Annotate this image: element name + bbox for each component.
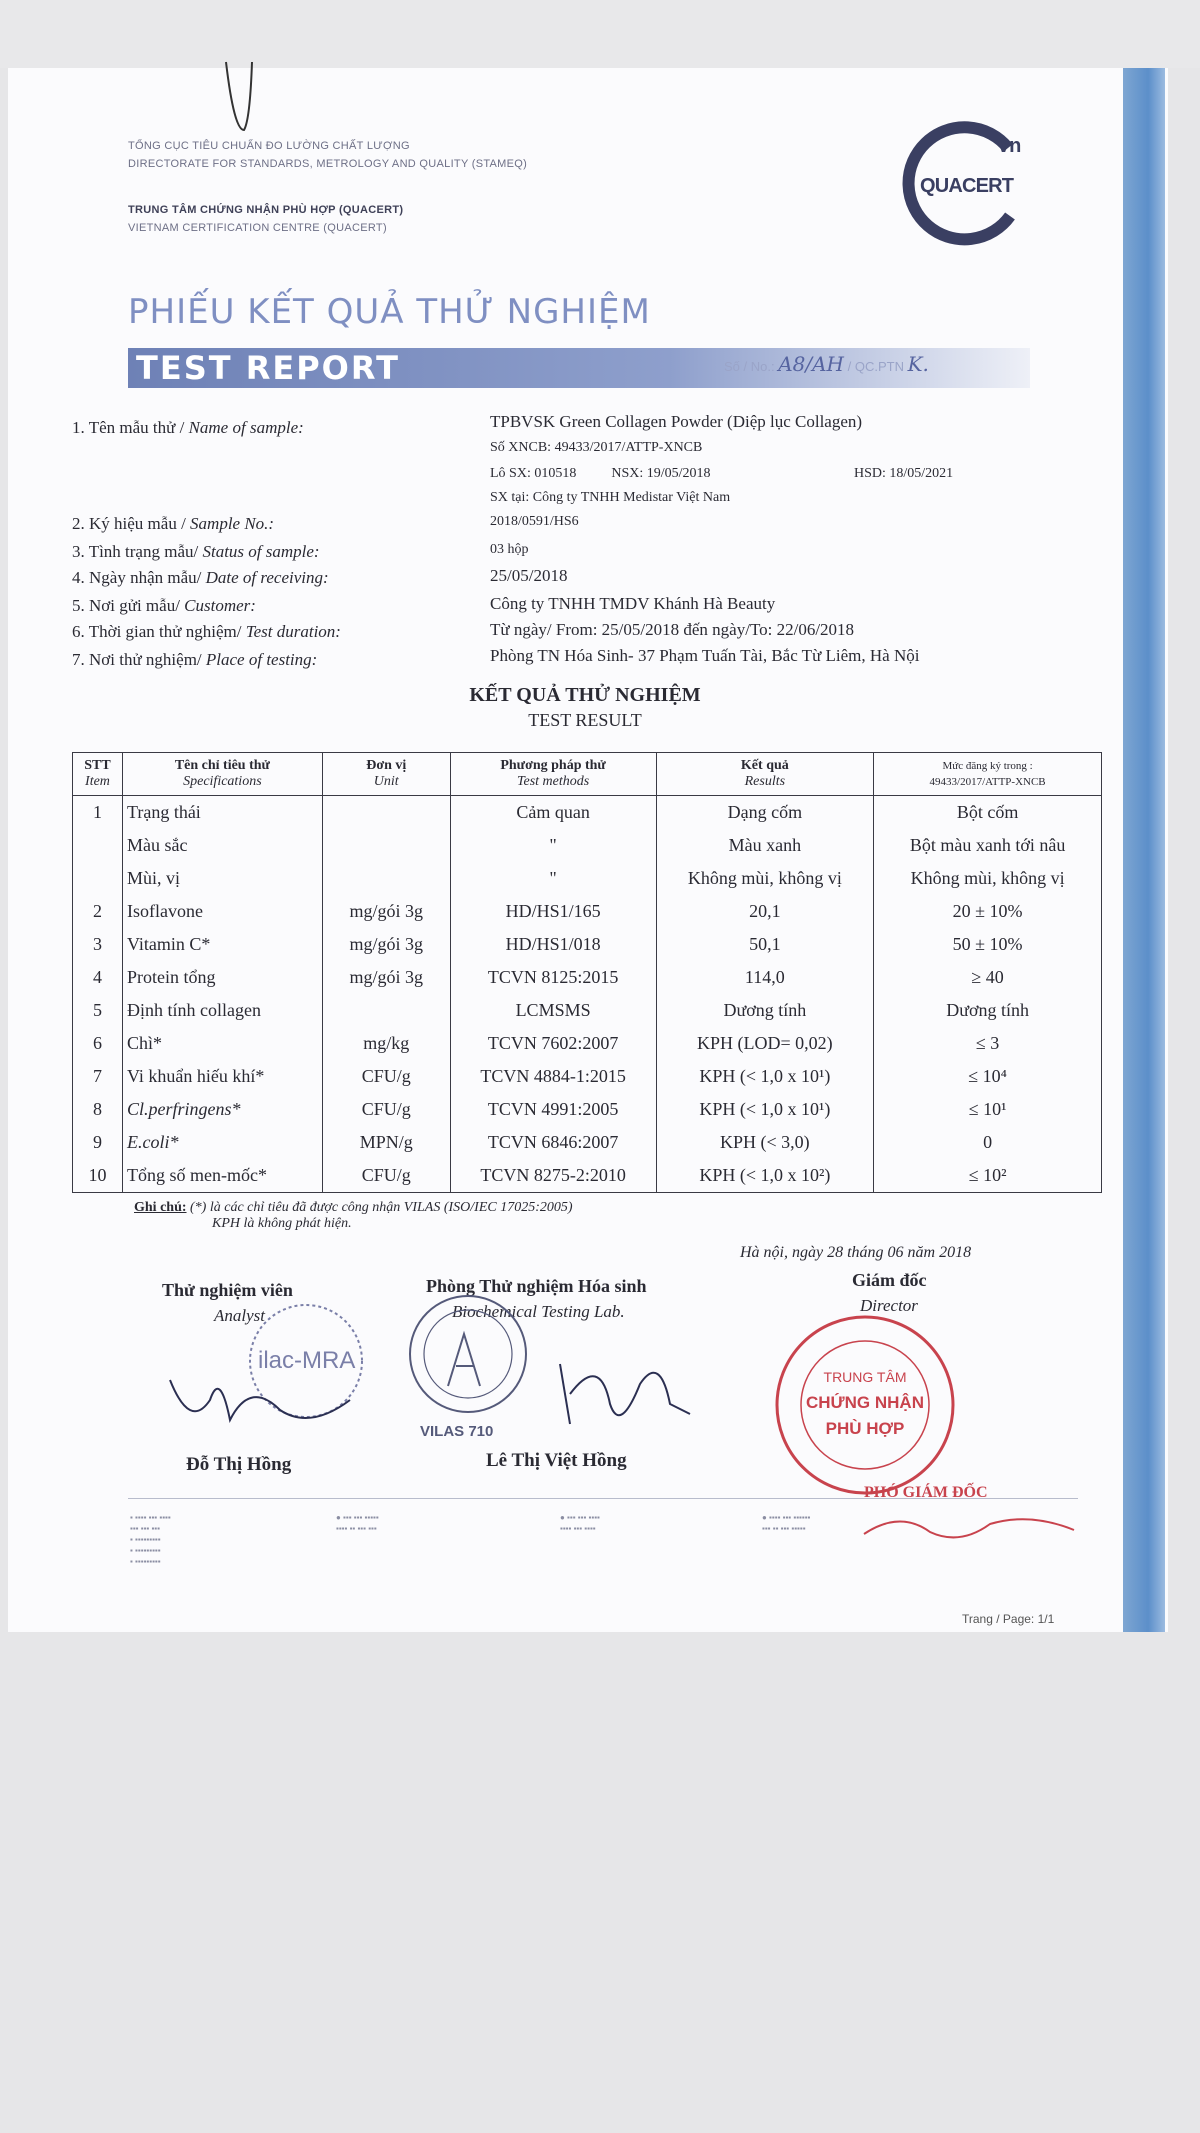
cell-limit: 20 ± 10% <box>874 895 1102 928</box>
page-number: Trang / Page: 1/1 <box>962 1612 1055 1626</box>
svg-text:ilac-MRA: ilac-MRA <box>258 1347 356 1374</box>
info-label-4: 4. Ngày nhận mẫu/ Date of receiving: <box>72 568 329 587</box>
col-header-limit: Mức đăng ký trong : 49433/2017/ATTP-XNCB <box>874 753 1102 796</box>
cell-spec: Vitamin C* <box>122 928 322 961</box>
cell-item: 8 <box>73 1093 123 1126</box>
cell-item: 1 <box>73 796 123 830</box>
cell-item: 10 <box>73 1159 123 1193</box>
info-label-6: 6. Thời gian thử nghiệm/ Test duration: <box>72 622 341 641</box>
notes-line2: KPH là không phát hiện. <box>212 1216 352 1231</box>
director-title: Giám đốc <box>852 1270 927 1290</box>
info-value-1d: SX tại: Công ty TNHH Medistar Việt Nam <box>490 490 731 505</box>
cell-result: KPH (LOD= 0,02) <box>656 1027 874 1060</box>
report-no-label: Số / No.: <box>724 359 775 374</box>
centre-en: VIETNAM CERTIFICATION CENTRE (QUACERT) <box>128 222 387 234</box>
cell-spec: Định tính collagen <box>122 994 322 1027</box>
svg-text:CHỨNG NHẬN: CHỨNG NHẬN <box>806 1393 924 1412</box>
col-header-unit: Đơn vị Unit <box>322 753 450 796</box>
report-no-value: A8/AH <box>778 352 844 376</box>
cell-unit <box>322 994 450 1027</box>
svg-text:PHÙ HỢP: PHÙ HỢP <box>825 1419 905 1438</box>
cell-limit: ≥ 40 <box>874 961 1102 994</box>
cell-result: Màu xanh <box>656 829 874 862</box>
cell-unit: MPN/g <box>322 1126 450 1159</box>
cell-method: " <box>450 862 656 895</box>
info-value-2: 2018/0591/HS6 <box>490 514 579 529</box>
table-row <box>73 829 1102 862</box>
agency-vn: TỔNG CỤC TIÊU CHUẨN ĐO LƯỜNG CHẤT LƯỢNG <box>128 140 410 152</box>
info-value-5: Công ty TNHH TMDV Khánh Hà Beauty <box>490 594 776 613</box>
cell-spec: Chì* <box>122 1027 322 1060</box>
cell-unit: mg/gói 3g <box>322 961 450 994</box>
results-table <box>72 752 1102 1193</box>
table-row <box>73 994 1102 1027</box>
result-heading-en: TEST RESULT <box>528 710 642 730</box>
cell-method: TCVN 6846:2007 <box>450 1126 656 1159</box>
info-value-1a: TPBVSK Green Collagen Powder (Diệp lục Collagen) <box>490 412 863 431</box>
table-row <box>73 928 1102 961</box>
cell-unit <box>322 796 450 830</box>
vilas-seal <box>404 1290 534 1440</box>
footer-col-2: ● ▪▪▪ ▪▪▪ ▪▪▪▪▪ ▪▪▪▪ ▪▪ ▪▪▪ ▪▪▪ <box>336 1513 379 1533</box>
cell-spec: E.coli* <box>122 1126 322 1159</box>
report-no-suffix: / QC.PTN <box>847 359 904 374</box>
footer-divider <box>128 1498 1078 1499</box>
director-title-en: Director <box>860 1296 918 1315</box>
cell-method: HD/HS1/018 <box>450 928 656 961</box>
info-label-2: 2. Ký hiệu mẫu / Sample No.: <box>72 514 275 533</box>
table-row <box>73 862 1102 895</box>
cell-result: KPH (< 3,0) <box>656 1126 874 1159</box>
cell-method: TCVN 4991:2005 <box>450 1093 656 1126</box>
info-label-3: 3. Tình trạng mẫu/ Status of sample: <box>72 542 320 561</box>
logo-mark: vn <box>998 135 1022 157</box>
cell-unit: mg/gói 3g <box>322 895 450 928</box>
title-en: TEST REPORT <box>136 349 400 387</box>
cell-item: 9 <box>73 1126 123 1159</box>
cell-limit: Bột cốm <box>874 796 1102 830</box>
cell-result: Không mùi, không vị <box>656 862 874 895</box>
lab-title-en: Biochemical Testing Lab. <box>452 1302 625 1321</box>
col-header-spec: Tên chỉ tiêu thử Specifications <box>122 753 322 796</box>
cell-result: 114,0 <box>656 961 874 994</box>
cell-limit: Dương tính <box>874 994 1102 1027</box>
cell-result: Dạng cốm <box>656 796 874 830</box>
cell-unit: CFU/g <box>322 1060 450 1093</box>
col-header-method: Phương pháp thử Test methods <box>450 753 656 796</box>
cell-method: TCVN 7602:2007 <box>450 1027 656 1060</box>
top-margin <box>0 0 1200 68</box>
table-row <box>73 1093 1102 1126</box>
table-row <box>73 1060 1102 1093</box>
cell-unit <box>322 829 450 862</box>
cell-unit: CFU/g <box>322 1093 450 1126</box>
cell-limit: ≤ 10¹ <box>874 1093 1102 1126</box>
logo-text: QUACERT <box>920 175 1014 197</box>
report-no-extra: K. <box>907 352 929 376</box>
info-value-1b: Số XNCB: 49433/2017/ATTP-XNCB <box>490 440 703 455</box>
col-header-result: Kết quả Results <box>656 753 874 796</box>
footer-col-4: ● ▪▪▪▪ ▪▪▪ ▪▪▪▪▪▪ ▪▪▪ ▪▪ ▪▪▪ ▪▪▪▪▪ <box>762 1513 811 1533</box>
cell-limit: Không mùi, không vị <box>874 862 1102 895</box>
footer-col-1: ▪ ▪▪▪▪ ▪▪▪ ▪▪▪▪ ▪▪▪ ▪▪▪ ▪▪▪ ▪ ▪▪▪▪▪▪▪▪▪ ▪ ▪▪▪▪▪▪▪▪▪ ▪ ▪▪▪▪▪▪▪▪▪ <box>130 1513 171 1566</box>
cell-result: KPH (< 1,0 x 10¹) <box>656 1060 874 1093</box>
cell-result: 20,1 <box>656 895 874 928</box>
cell-method: " <box>450 829 656 862</box>
lab-title: Phòng Thử nghiệm Hóa sinh <box>426 1276 647 1296</box>
cell-limit: 0 <box>874 1126 1102 1159</box>
info-value-3: 03 hộp <box>490 542 529 557</box>
cell-item: 7 <box>73 1060 123 1093</box>
cell-spec: Isoflavone <box>122 895 322 928</box>
report-number <box>724 352 929 376</box>
centre-vn: TRUNG TÂM CHỨNG NHẬN PHÙ HỢP (QUACERT) <box>128 204 404 216</box>
cell-method: HD/HS1/165 <box>450 895 656 928</box>
quacert-logo <box>898 116 1032 250</box>
info-label-7: 7. Nơi thử nghiệm/ Place of testing: <box>72 650 318 669</box>
notes <box>134 1200 573 1232</box>
cell-limit: ≤ 10⁴ <box>874 1060 1102 1093</box>
info-value-6: Từ ngày/ From: 25/05/2018 đến ngày/To: 22/06/2018 <box>490 620 855 639</box>
cell-result: Dương tính <box>656 994 874 1027</box>
cell-result: 50,1 <box>656 928 874 961</box>
table-row <box>73 961 1102 994</box>
svg-text:VILAS 710: VILAS 710 <box>420 1423 494 1440</box>
table-row <box>73 895 1102 928</box>
info-value-1-hsd: HSD: 18/05/2021 <box>854 466 954 481</box>
cell-spec: Cl.perfringens* <box>122 1093 322 1126</box>
place-date: Hà nội, ngày 28 tháng 06 năm 2018 <box>740 1244 972 1261</box>
cell-spec: Vi khuẩn hiếu khí* <box>122 1060 322 1093</box>
cell-item: 4 <box>73 961 123 994</box>
table-row <box>73 1159 1102 1193</box>
cell-item <box>73 862 123 895</box>
title-vn: PHIẾU KẾT QUẢ THỬ NGHIỆM <box>128 292 651 332</box>
cell-item <box>73 829 123 862</box>
analyst-signature <box>160 1340 360 1450</box>
cell-limit: ≤ 3 <box>874 1027 1102 1060</box>
cell-item: 3 <box>73 928 123 961</box>
cell-unit <box>322 862 450 895</box>
notes-label: Ghi chú: <box>134 1200 187 1215</box>
table-row <box>73 796 1102 830</box>
director-signature <box>860 1506 1080 1546</box>
cell-spec: Tổng số men-mốc* <box>122 1159 322 1193</box>
analyst-name: Đỗ Thị Hồng <box>186 1454 292 1475</box>
lab-signature <box>540 1344 700 1444</box>
cell-method: LCMSMS <box>450 994 656 1027</box>
cell-item: 2 <box>73 895 123 928</box>
notes-line1: (*) là các chỉ tiêu đã được công nhận VILAS (ISO/IEC 17025:2005) <box>190 1200 573 1215</box>
agency-en: DIRECTORATE FOR STANDARDS, METROLOGY AND QUALITY (STAMEQ) <box>128 158 528 170</box>
info-label-1: 1. Tên mẫu thử / Name of sample: <box>72 418 304 437</box>
table-row <box>73 1027 1102 1060</box>
cell-result: KPH (< 1,0 x 10²) <box>656 1159 874 1193</box>
analyst-title-en: Analyst <box>214 1306 265 1325</box>
cell-method: TCVN 8125:2015 <box>450 961 656 994</box>
cell-spec: Protein tổng <box>122 961 322 994</box>
cell-item: 5 <box>73 994 123 1027</box>
table-header-row <box>73 753 1102 796</box>
official-stamp <box>770 1310 960 1500</box>
analyst-title: Thử nghiệm viên <box>162 1280 293 1300</box>
cell-limit: Bột màu xanh tới nâu <box>874 829 1102 862</box>
cell-result: KPH (< 1,0 x 10¹) <box>656 1093 874 1126</box>
cell-unit: mg/kg <box>322 1027 450 1060</box>
col-header-item: STT Item <box>73 753 123 796</box>
cell-limit: 50 ± 10% <box>874 928 1102 961</box>
info-value-1c: Lô SX: 010518 NSX: 19/05/2018 <box>490 466 711 481</box>
cell-spec: Màu sắc <box>122 829 322 862</box>
table-row <box>73 1126 1102 1159</box>
blue-side-band <box>1123 68 1165 1632</box>
result-heading-vn: KẾT QUẢ THỬ NGHIỆM <box>469 684 701 706</box>
cell-method: TCVN 8275-2:2010 <box>450 1159 656 1193</box>
deputy-title: PHÓ GIÁM ĐỐC <box>864 1484 988 1501</box>
staple-mark <box>220 60 260 140</box>
cell-unit: CFU/g <box>322 1159 450 1193</box>
info-value-4: 25/05/2018 <box>490 566 568 585</box>
cell-unit: mg/gói 3g <box>322 928 450 961</box>
info-label-5: 5. Nơi gửi mẫu/ Customer: <box>72 596 256 615</box>
cell-method: Cảm quan <box>450 796 656 830</box>
svg-text:TRUNG TÂM: TRUNG TÂM <box>823 1369 907 1385</box>
footer-col-3: ● ▪▪▪ ▪▪▪ ▪▪▪▪ ▪▪▪▪ ▪▪▪ ▪▪▪▪ <box>560 1513 600 1533</box>
cell-item: 6 <box>73 1027 123 1060</box>
lab-head-name: Lê Thị Việt Hồng <box>486 1450 627 1471</box>
info-value-7: Phòng TN Hóa Sinh- 37 Phạm Tuấn Tài, Bắc Từ Liêm, Hà Nội <box>490 646 920 665</box>
cell-spec: Mùi, vị <box>122 862 322 895</box>
cell-spec: Trạng thái <box>122 796 322 830</box>
cell-method: TCVN 4884-1:2015 <box>450 1060 656 1093</box>
cell-limit: ≤ 10² <box>874 1159 1102 1193</box>
